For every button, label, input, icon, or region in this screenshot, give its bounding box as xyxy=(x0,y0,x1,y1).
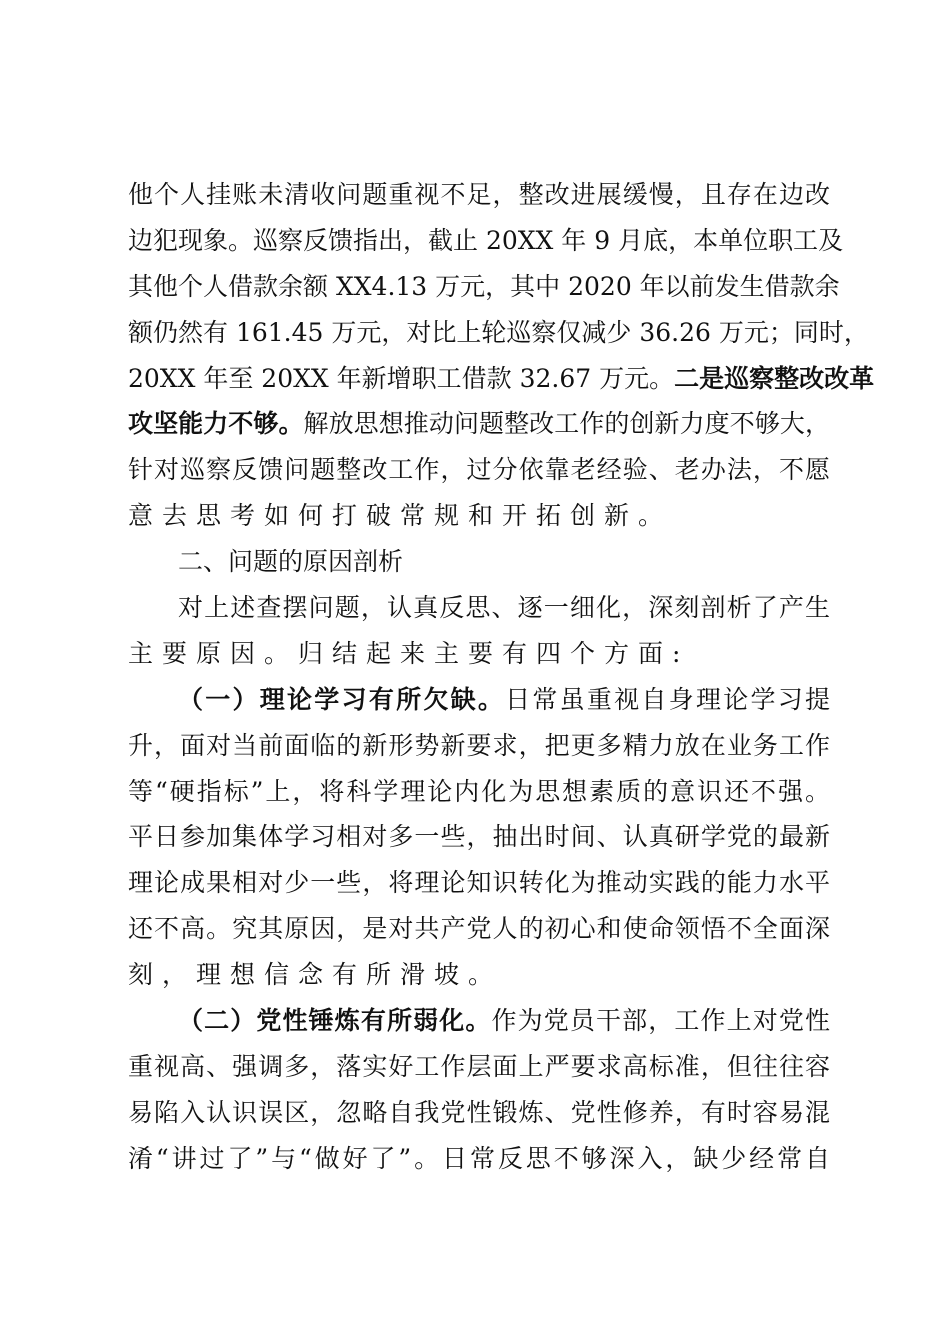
text-line: 易陷入认识误区，忽略自我党性锻炼、党性修养，有时容易混 xyxy=(128,1097,830,1127)
text-line: 理论成果相对少一些，将理论知识转化为推动实践的能力水平 xyxy=(128,868,830,898)
text-line: 意去思考如何打破常规和开拓创新。 xyxy=(128,501,673,531)
paragraph-rectification-issues xyxy=(128,172,875,539)
text-line: 主要原因。归结起来主要有四个方面: xyxy=(128,638,690,668)
line-segment: 20XX 年至 20XX 年新增职工借款 32.67 万元。 xyxy=(128,363,675,393)
text-line xyxy=(128,401,830,447)
section-heading: 二、问题的原因剖析 xyxy=(178,547,404,577)
bold-lead-phrase: 二是巡察整改改革 xyxy=(674,363,875,393)
text-line: 对上述查摆问题，认真反思、逐一细化，深刻剖析了产生 xyxy=(178,593,830,623)
document-body xyxy=(128,172,875,1182)
text-line: 额仍然有 161.45 万元，对比上轮巡察仅减少 36.26 万元；同时， xyxy=(128,317,869,347)
text-line: 还不高。究其原因，是对共产党人的初心和使命领悟不全面深 xyxy=(128,914,830,944)
paragraph-cause-intro xyxy=(128,585,830,677)
paragraph-party-spirit xyxy=(128,998,830,1182)
bold-lead-phrase: 攻坚能力不够。 xyxy=(128,409,304,439)
line-segment: 作为党员干部，工作上对党性 xyxy=(491,1006,830,1036)
subsection-title: （二）党性锤炼有所弱化。 xyxy=(178,1006,492,1036)
subsection-title: （一）理论学习有所欠缺。 xyxy=(178,684,506,714)
text-line: 升，面对当前面临的新形势新要求，把更多精力放在业务工作 xyxy=(128,730,830,760)
text-line: 他个人挂账未清收问题重视不足，整改进展缓慢，且存在边改 xyxy=(128,180,830,209)
line-segment: 解放思想推动问题整改工作的创新力度不够大， xyxy=(303,409,830,439)
text-line: 等“硬指标”上，将科学理论内化为思想素质的意识还不强。 xyxy=(128,776,830,806)
text-line xyxy=(128,677,830,723)
text-line: 边犯现象。巡察反馈指出，截止 20XX 年 9 月底，本单位职工及 xyxy=(128,225,844,255)
text-line: 其他个人借款余额 XX4.13 万元，其中 2020 年以前发生借款余 xyxy=(128,271,840,301)
text-line: 平日参加集体学习相对多一些，抽出时间、认真研学党的最新 xyxy=(128,822,830,852)
text-line: 重视高、强调多，落实好工作层面上严要求高标准，但往往容 xyxy=(128,1051,830,1081)
text-line: 淆“讲过了”与“做好了”。日常反思不够深入，缺少经常自 xyxy=(128,1143,830,1173)
text-line: 刻，理想信念有所滑坡。 xyxy=(128,960,503,990)
text-line xyxy=(128,998,830,1044)
text-line xyxy=(128,356,875,402)
paragraph-theory-study xyxy=(128,677,830,998)
line-segment: 日常虽重视自身理论学习提 xyxy=(505,684,830,714)
text-line: 针对巡察反馈问题整改工作，过分依靠老经验、老办法，不愿 xyxy=(128,455,830,485)
